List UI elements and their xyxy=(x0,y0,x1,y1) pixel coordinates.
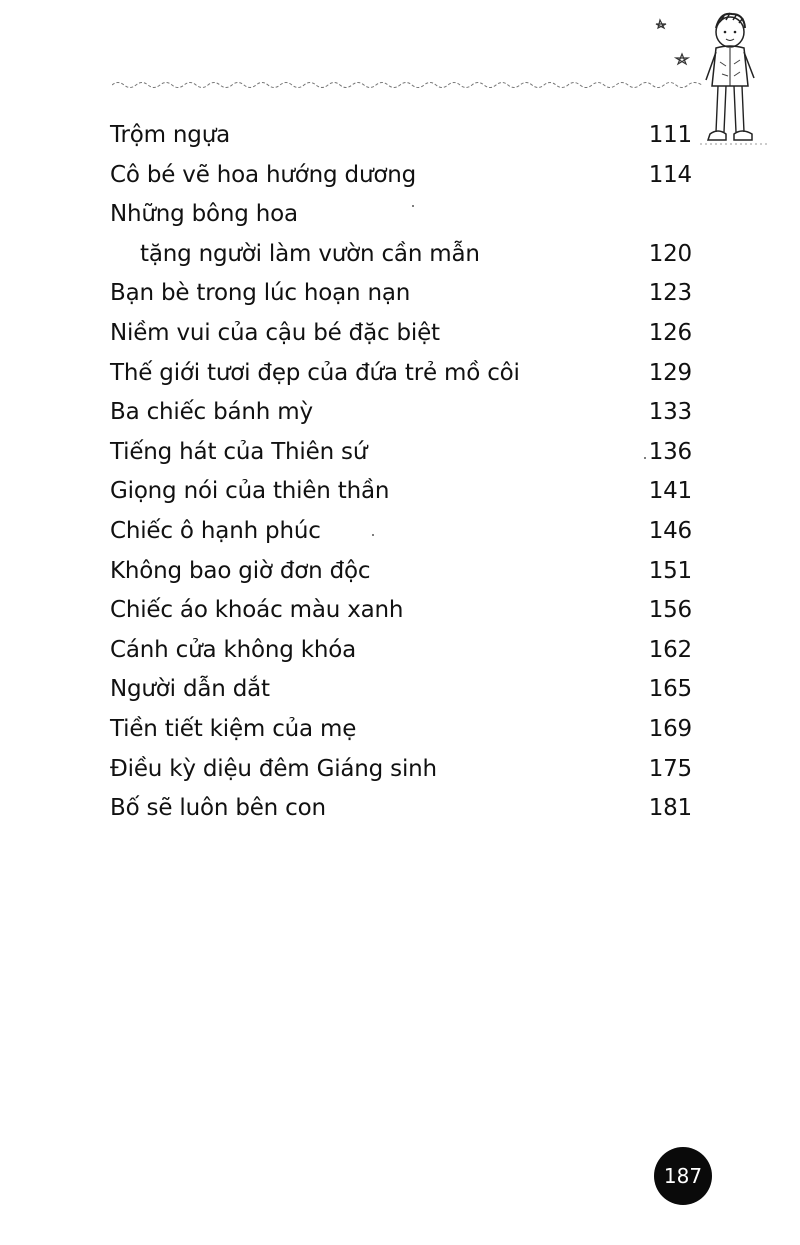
toc-entry-page: 156 xyxy=(648,597,692,624)
toc-entry-page: 162 xyxy=(648,636,692,663)
toc-entry xyxy=(110,789,692,829)
toc-entry-title: Ba chiếc bánh mỳ xyxy=(110,399,313,426)
toc-entry xyxy=(110,116,692,156)
toc-entry xyxy=(110,710,692,750)
scan-speck xyxy=(644,457,646,459)
toc-entry xyxy=(110,156,692,196)
toc-entry-title: Những bông hoa xyxy=(110,201,298,228)
toc-entry xyxy=(110,354,692,394)
toc-entry xyxy=(110,235,692,275)
toc-entry-title: Điều kỳ diệu đêm Giáng sinh xyxy=(110,755,437,782)
toc-entry-page: 175 xyxy=(648,755,692,782)
toc-entry-title: Chiếc ô hạnh phúc xyxy=(110,517,321,544)
toc-entry-page: 126 xyxy=(648,319,692,346)
toc-entry-page: 165 xyxy=(648,676,692,703)
toc-entry xyxy=(110,433,692,473)
scan-speck xyxy=(372,534,374,536)
toc-entry-page: 141 xyxy=(648,478,692,505)
toc-entry xyxy=(110,670,692,710)
page-number: 187 xyxy=(663,1164,703,1188)
toc-entry-title: Trộm ngựa xyxy=(110,122,230,148)
toc-entry-page: 129 xyxy=(648,359,692,386)
toc-entry-page: 123 xyxy=(648,280,692,307)
toc-entry xyxy=(110,750,692,790)
toc-entry xyxy=(110,195,692,235)
toc-entry-page: 181 xyxy=(648,795,692,822)
toc-entry-title: Tiếng hát của Thiên sứ xyxy=(110,438,368,465)
toc-entry-page: 111 xyxy=(648,122,692,148)
toc-entry-title: Người dẫn dắt xyxy=(110,676,270,703)
wavy-divider xyxy=(112,78,702,92)
toc-entry-title: Thế giới tươi đẹp của đứa trẻ mồ côi xyxy=(110,359,520,386)
toc-entry-page: 151 xyxy=(648,557,692,584)
toc-entry xyxy=(110,591,692,631)
toc-entry-page: 120 xyxy=(648,240,692,267)
toc-entry xyxy=(110,631,692,671)
page-number-badge xyxy=(654,1147,712,1205)
toc-entry-title: Cô bé vẽ hoa hướng dương xyxy=(110,161,416,188)
toc-entry-page: 136 xyxy=(648,438,692,465)
toc-entry-title: Giọng nói của thiên thần xyxy=(110,478,390,505)
toc-entry xyxy=(110,512,692,552)
toc-entry-page: 146 xyxy=(648,517,692,544)
toc-entry-page: 169 xyxy=(648,715,692,742)
toc-entry-title-continuation: tặng người làm vườn cần mẫn xyxy=(140,240,480,267)
toc-entry-page: 133 xyxy=(648,399,692,426)
toc-entry-title: Cánh cửa không khóa xyxy=(110,636,356,663)
toc-entry-title: Không bao giờ đơn độc xyxy=(110,557,371,584)
toc-entry xyxy=(110,274,692,314)
toc-entry xyxy=(110,552,692,592)
toc-entry-title: Bố sẽ luôn bên con xyxy=(110,795,326,822)
scan-speck xyxy=(412,205,414,207)
table-of-contents xyxy=(110,116,692,829)
toc-entry xyxy=(110,472,692,512)
toc-entry-page: 114 xyxy=(648,161,692,188)
toc-entry-title: Niềm vui của cậu bé đặc biệt xyxy=(110,319,440,346)
toc-entry xyxy=(110,314,692,354)
toc-entry-title: Chiếc áo khoác màu xanh xyxy=(110,597,404,624)
toc-entry-title: Bạn bè trong lúc hoạn nạn xyxy=(110,280,411,307)
toc-entry-title: Tiền tiết kiệm của mẹ xyxy=(110,715,357,742)
toc-entry xyxy=(110,393,692,433)
